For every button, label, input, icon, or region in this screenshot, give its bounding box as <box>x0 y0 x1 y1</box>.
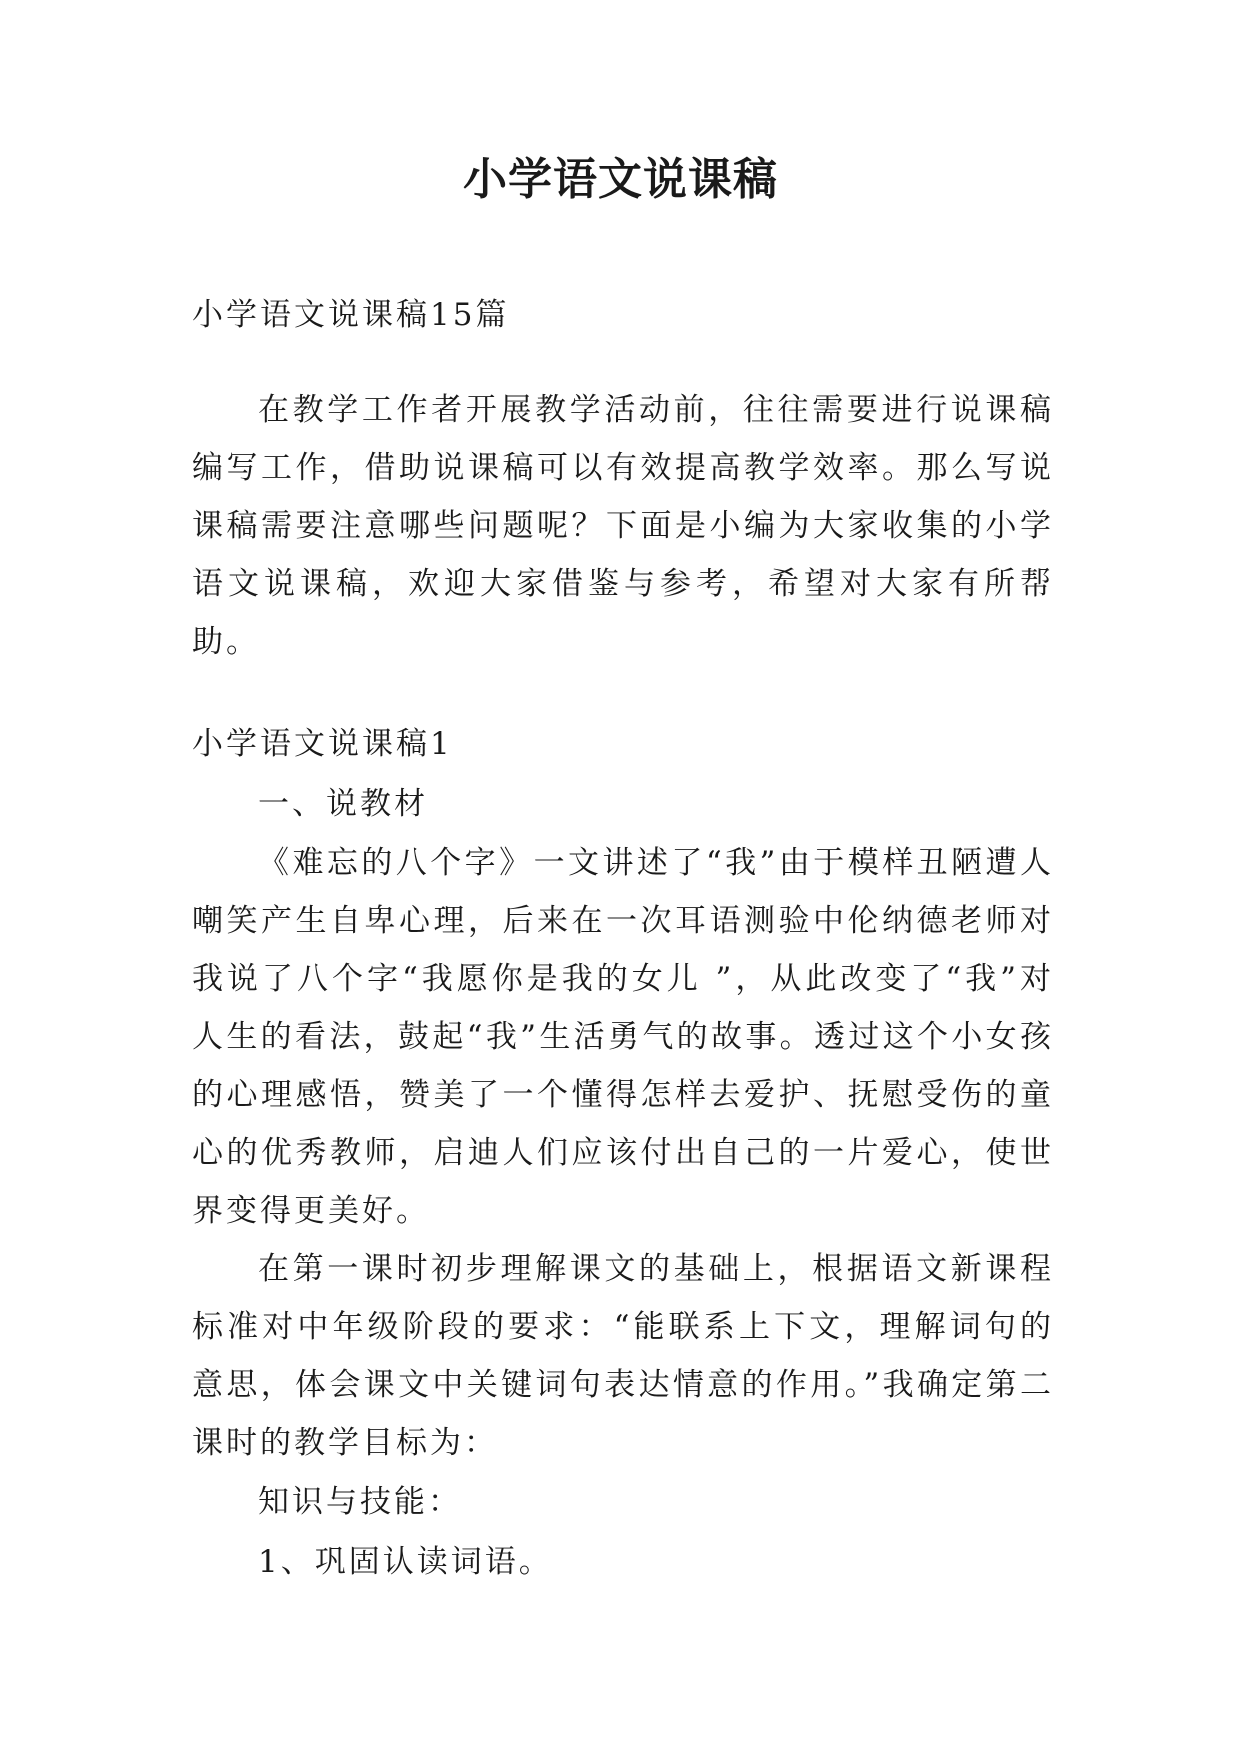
body-paragraph: 《难忘的八个字》一文讲述了“我”由于模样丑陋遭人嘲笑产生自卑心理，后来在一次耳语测验中伦纳德老师对我说了八个字“我愿你是我的女儿 ”，从此改变了“我”对人生的看法，鼓起“我”生活勇气的故事。透过这个小女孩的心理感悟，赞美了一个懂得怎样去爱护、抚慰受伤的童心的优秀教师，启迪人们应该付出自己的一片爱心，使世界变得更美好。 <box>192 845 1054 1229</box>
part-heading: 一、说教材 <box>258 786 428 822</box>
document-subtitle: 小学语文说课稿15篇 <box>192 297 510 333</box>
goal-item: 1、巩固认读词语。 <box>258 1544 553 1580</box>
document-body <box>192 285 1054 1592</box>
section-heading: 小学语文说课稿1 <box>192 726 453 762</box>
body-paragraph: 在第一课时初步理解课文的基础上，根据语文新课程标准对中年级阶段的要求：“能联系上下文，理解词句的意思，体会课文中关键词句表达情意的作用。”我确定第二课时的教学目标为： <box>192 1251 1054 1461</box>
goal-heading: 知识与技能： <box>258 1484 462 1520</box>
document-title: 小学语文说课稿 <box>463 154 778 205</box>
intro-paragraph: 在教学工作者开展教学活动前，往往需要进行说课稿编写工作，借助说课稿可以有效提高教学效率。那么写说课稿需要注意哪些问题呢？下面是小编为大家收集的小学语文说课稿，欢迎大家借鉴与参考，希望对大家有所帮助。 <box>192 392 1054 660</box>
